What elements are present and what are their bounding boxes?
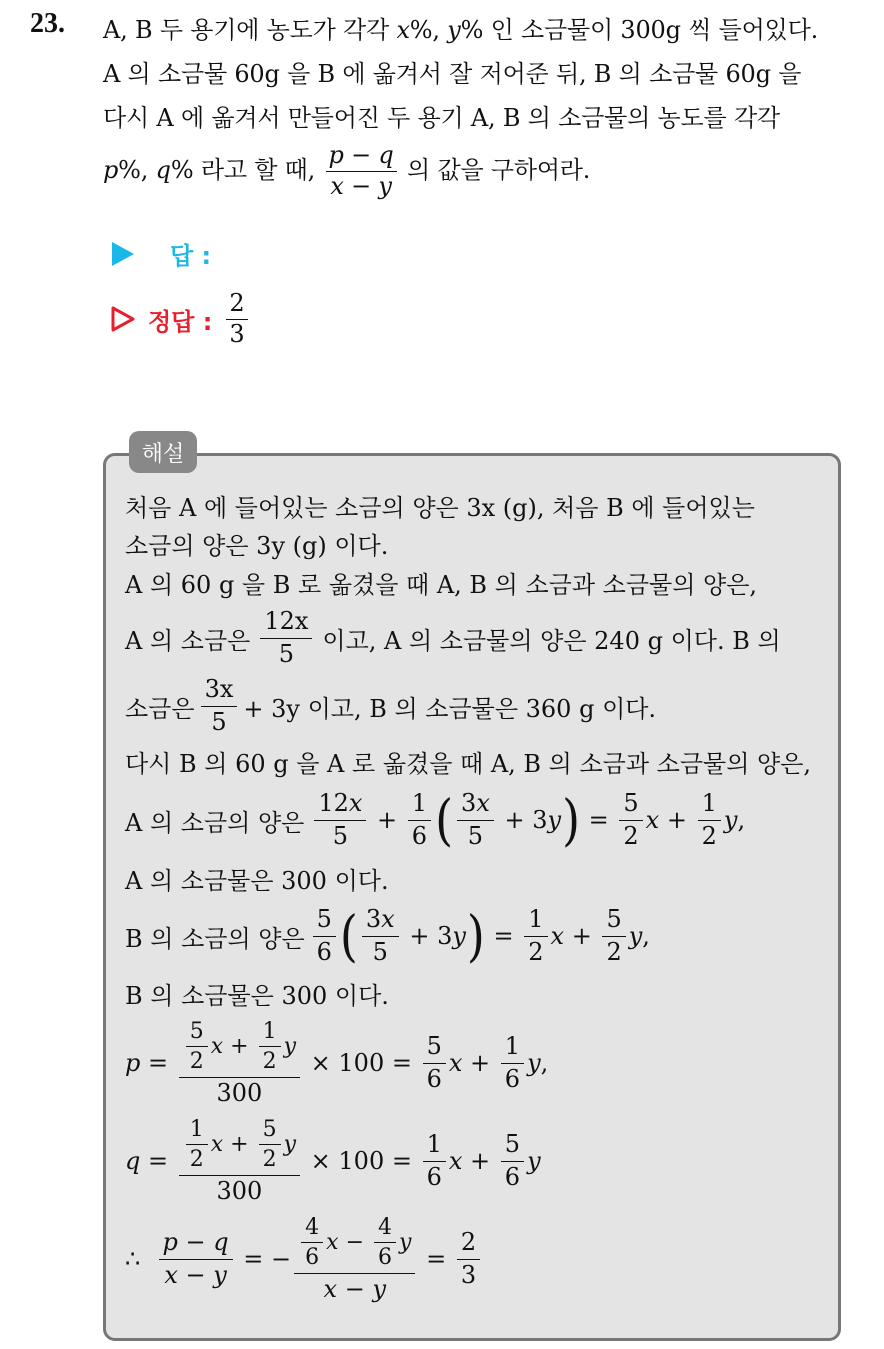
q-big-fraction: $\frac{1}{2}$ x + $\frac{5}{2}$ y 300	[179, 1117, 300, 1205]
sol7-text-a: A 의 소금의 양은	[125, 808, 305, 837]
correct-answer-numerator: 2	[226, 290, 247, 320]
q4-text-c: 의 값을 구하여라.	[407, 156, 591, 184]
solution-line-3: A 의 60 g 을 B 로 옮겼을 때 A, B 의 소금과 소금물의 양은,	[125, 570, 758, 599]
q4-text-b: % 라고 할 때,	[170, 156, 323, 184]
sol7-frac-1-6: $\frac{1}{6}$	[408, 790, 431, 850]
q-frac-1-6: $\frac{1}{6}$	[423, 1131, 446, 1191]
q4-var-p: p	[103, 156, 119, 184]
sol7-frac-5-2: $\frac{5}{2}$	[619, 790, 642, 850]
answer-label: 답 :	[170, 242, 212, 270]
question-line-4	[103, 140, 863, 200]
solution-line-9: B 의 소금의 양은 $\frac{5}{6}$ ( 3 x 5 + 3y ) = $\frac{1}{2}$ x + $\frac{5}{2}$ y ,	[125, 903, 650, 969]
final-big-fraction: $\frac{4}{6}$ x − $\frac{4}{6}$ y x − y	[294, 1215, 415, 1303]
solution-line-2: 소금의 양은 3y (g) 이다.	[125, 531, 389, 560]
sol7-frac-3x-5: 3 x 5	[457, 790, 494, 850]
sol4-denominator: 5	[278, 639, 294, 668]
question-line-2	[103, 52, 863, 96]
question-line-1	[103, 8, 863, 52]
question-number: 23.	[30, 8, 65, 39]
correct-answer-denominator: 3	[229, 319, 245, 348]
p-frac-1-6: $\frac{1}{6}$	[501, 1033, 524, 1093]
sol9-text-a: B 의 소금의 양은	[125, 924, 305, 953]
solution-tag: 해설	[129, 431, 197, 473]
solution-q-equation: q = $\frac{1}{2}$ x + $\frac{5}{2}$ y 300 × 100 = $\frac{1}{6}$ x + $\frac{5}{6}$ y	[125, 1116, 541, 1205]
final-frac-2-3: $\frac{2}{3}$	[457, 1229, 480, 1289]
p-big-fraction: $\frac{5}{2}$ x + $\frac{1}{2}$ y 300	[179, 1019, 300, 1107]
question-fraction	[326, 142, 397, 200]
q1-var-y: y	[447, 16, 461, 44]
sol9-frac-3x-5: 3 x 5	[362, 906, 399, 966]
outline-triangle-icon	[110, 305, 136, 333]
q1-unit-g: g	[665, 16, 681, 44]
q4-var-q: q	[155, 156, 171, 184]
correct-answer-row	[110, 290, 251, 348]
sol5-fraction	[201, 676, 238, 736]
q1-text-b: %,	[409, 16, 448, 44]
q-frac-5-6: $\frac{5}{6}$	[501, 1131, 524, 1191]
solution-line-5	[125, 674, 835, 738]
question-text	[103, 8, 863, 200]
solution-line-4	[125, 602, 835, 674]
sol4-text-a: A 의 소금은	[125, 626, 251, 655]
solution-line-6: 다시 B 의 60 g 을 A 로 옮겼을 때 A, B 의 소금과 소금물의 양은,	[125, 749, 812, 778]
sol5-text-a: 소금은	[125, 694, 195, 723]
q1-var-x: x	[396, 16, 410, 44]
play-triangle-icon	[110, 240, 136, 268]
sol7-frac-1-2: $\frac{1}{2}$	[698, 790, 721, 850]
q1-text-a: A, B 두 용기에 농도가 각각	[103, 16, 397, 44]
sol9-frac-5-2: $\frac{5}{2}$	[602, 906, 625, 966]
question-fraction-numerator: p − q	[326, 142, 397, 172]
q2-text-c: 을	[770, 60, 802, 88]
q2-text-b: 을 B 에 옮겨서 잘 저어준 뒤, B 의 소금물 60	[279, 60, 756, 88]
solution-line-10: B 의 소금물은 300 이다.	[125, 981, 389, 1010]
sol7-frac-12x-5: 12 x 5	[314, 790, 366, 850]
q2-text-a: A 의 소금물 60	[103, 60, 265, 88]
q1-text-d: 씩 들어있다.	[680, 16, 819, 44]
sol4-numerator: 12x	[260, 608, 312, 639]
solution-content	[125, 486, 835, 1308]
sol4-text-b: 이고, A 의 소금물의 양은 240 g 이다. B 의	[322, 626, 781, 655]
question-fraction-denominator: x − y	[330, 172, 392, 200]
sol9-left-paren: (	[339, 903, 358, 969]
solution-line-7: A 의 소금의 양은 12 x 5 + $\frac{1}{6}$ ( 3 x 5 + 3y ) = $\frac{5}{2}$ x + $\frac{1}{2}$ y ,	[125, 787, 746, 853]
sol9-frac-1-2: $\frac{1}{2}$	[524, 906, 547, 966]
final-frac-pq-xy: p − q x − y	[159, 1229, 233, 1289]
sol5-numerator: 3x	[201, 676, 238, 707]
q2-unit-g-1: g	[264, 60, 280, 88]
solution-line-1: 처음 A 에 들어있는 소금의 양은 3x (g), 처음 B 에 들어있는	[125, 493, 755, 522]
sol5-text-b: + 3y 이고, B 의 소금물은 360 g 이다.	[243, 694, 657, 723]
solution-p-equation: p = $\frac{5}{2}$ x + $\frac{1}{2}$ y 300 × 100 = $\frac{5}{6}$ x + $\frac{1}{6}$ y ,	[125, 1018, 549, 1107]
solution-final-equation: ∴ p − q x − y = − $\frac{4}{6}$ x − $\frac{4}{6}$ y x − y = $\frac{2}{3}$	[125, 1210, 835, 1308]
answer-input-row[interactable]	[110, 236, 211, 271]
sol4-fraction	[260, 608, 312, 668]
sol7-left-paren: (	[435, 787, 454, 853]
q4-text-a: %,	[118, 156, 156, 184]
p-frac-5-6: $\frac{5}{6}$	[423, 1033, 446, 1093]
sol7-right-paren: )	[562, 787, 581, 853]
correct-answer-value	[226, 290, 247, 348]
sol9-right-paren: )	[466, 903, 485, 969]
solution-line-8: A 의 소금물은 300 이다.	[125, 866, 389, 895]
correct-answer-label: 정답 :	[148, 307, 213, 336]
sol9-frac-5-6: $\frac{5}{6}$	[313, 906, 336, 966]
sol5-denominator: 5	[211, 707, 227, 736]
therefore-symbol: ∴	[125, 1245, 141, 1273]
q2-unit-g-2: g	[755, 60, 771, 88]
q1-text-c: % 인 소금물이 300	[460, 16, 666, 44]
question-line-3: 다시 A 에 옮겨서 만들어진 두 용기 A, B 의 소금물의 농도를 각각	[103, 104, 780, 132]
